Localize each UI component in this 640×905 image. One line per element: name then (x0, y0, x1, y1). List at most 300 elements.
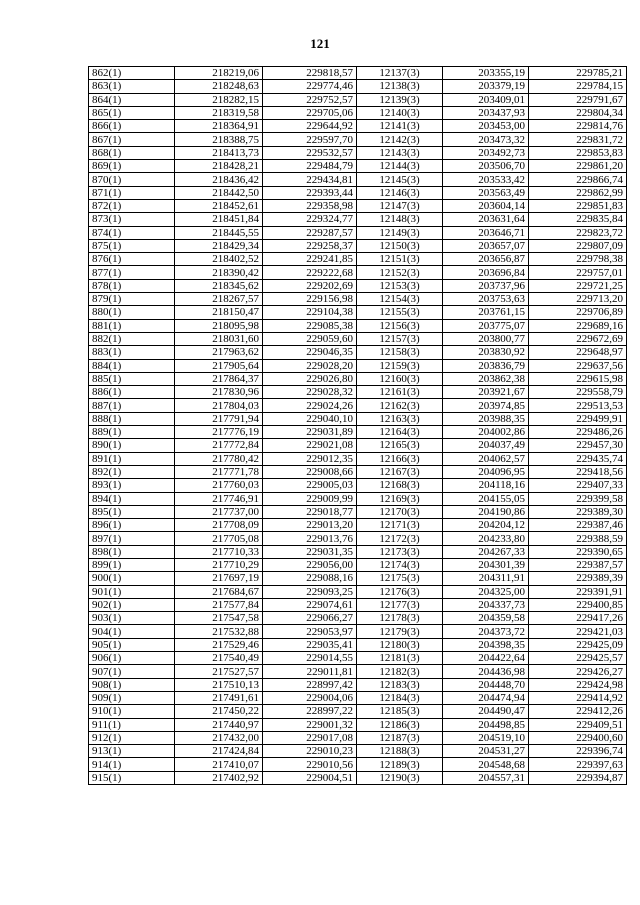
table-row (89, 239, 627, 252)
x-coord-2-cell: 204359,58 (443, 612, 529, 625)
table-row (89, 199, 627, 212)
y-coord-2-cell: 229417,26 (529, 612, 627, 625)
point-id-1-cell: 910(1) (89, 705, 175, 718)
y-coord-2-cell: 229400,85 (529, 598, 627, 611)
point-id-2-cell: 12182(3) (357, 665, 443, 678)
x-coord-2-cell: 204037,49 (443, 439, 529, 452)
x-coord-1-cell: 217710,29 (175, 558, 263, 571)
point-id-2-cell: 12141(3) (357, 120, 443, 133)
point-id-2-cell: 12163(3) (357, 412, 443, 425)
x-coord-1-cell: 217905,64 (175, 359, 263, 372)
table-row (89, 332, 627, 345)
point-id-2-cell: 12160(3) (357, 372, 443, 385)
point-id-2-cell: 12164(3) (357, 426, 443, 439)
point-id-1-cell: 912(1) (89, 731, 175, 744)
table-row (89, 213, 627, 226)
y-coord-2-cell: 229637,56 (529, 359, 627, 372)
x-coord-2-cell: 203862,38 (443, 372, 529, 385)
table-row (89, 465, 627, 478)
point-id-2-cell: 12175(3) (357, 572, 443, 585)
point-id-2-cell: 12173(3) (357, 545, 443, 558)
point-id-1-cell: 909(1) (89, 691, 175, 704)
x-coord-2-cell: 203355,19 (443, 67, 529, 80)
table-row (89, 678, 627, 691)
table-row (89, 652, 627, 665)
table-row (89, 160, 627, 173)
x-coord-2-cell: 204474,94 (443, 691, 529, 704)
x-coord-1-cell: 218388,75 (175, 133, 263, 146)
x-coord-1-cell: 217532,88 (175, 625, 263, 638)
x-coord-2-cell: 204190,86 (443, 505, 529, 518)
y-coord-1-cell: 229018,77 (263, 505, 357, 518)
x-coord-2-cell: 204325,00 (443, 585, 529, 598)
point-id-1-cell: 864(1) (89, 93, 175, 106)
y-coord-1-cell: 229012,35 (263, 452, 357, 465)
point-id-1-cell: 867(1) (89, 133, 175, 146)
y-coord-2-cell: 229861,20 (529, 160, 627, 173)
x-coord-1-cell: 218442,50 (175, 186, 263, 199)
table-row (89, 372, 627, 385)
table-row (89, 412, 627, 425)
y-coord-1-cell: 229013,20 (263, 519, 357, 532)
x-coord-1-cell: 217510,13 (175, 678, 263, 691)
table-row (89, 93, 627, 106)
y-coord-1-cell: 229358,98 (263, 199, 357, 212)
x-coord-2-cell: 203563,49 (443, 186, 529, 199)
y-coord-2-cell: 229648,97 (529, 346, 627, 359)
y-coord-2-cell: 229706,89 (529, 306, 627, 319)
point-id-2-cell: 12150(3) (357, 239, 443, 252)
table-row (89, 120, 627, 133)
x-coord-1-cell: 218248,63 (175, 80, 263, 93)
x-coord-1-cell: 217527,57 (175, 665, 263, 678)
x-coord-2-cell: 203437,93 (443, 106, 529, 119)
x-coord-2-cell: 203657,07 (443, 239, 529, 252)
point-id-1-cell: 897(1) (89, 532, 175, 545)
y-coord-2-cell: 229425,09 (529, 638, 627, 651)
point-id-1-cell: 894(1) (89, 492, 175, 505)
point-id-2-cell: 12168(3) (357, 479, 443, 492)
point-id-2-cell: 12155(3) (357, 306, 443, 319)
point-id-1-cell: 873(1) (89, 213, 175, 226)
point-id-2-cell: 12154(3) (357, 293, 443, 306)
x-coord-1-cell: 217547,58 (175, 612, 263, 625)
x-coord-2-cell: 204557,31 (443, 771, 529, 784)
y-coord-2-cell: 229672,69 (529, 332, 627, 345)
x-coord-2-cell: 204448,70 (443, 678, 529, 691)
x-coord-1-cell: 217402,92 (175, 771, 263, 784)
table-row (89, 771, 627, 784)
x-coord-2-cell: 204398,35 (443, 638, 529, 651)
x-coord-1-cell: 217424,84 (175, 745, 263, 758)
y-coord-2-cell: 229835,84 (529, 213, 627, 226)
table-row (89, 293, 627, 306)
y-coord-1-cell: 229644,92 (263, 120, 357, 133)
table-row (89, 545, 627, 558)
x-coord-1-cell: 217746,91 (175, 492, 263, 505)
point-id-1-cell: 879(1) (89, 293, 175, 306)
y-coord-2-cell: 229389,39 (529, 572, 627, 585)
point-id-1-cell: 887(1) (89, 399, 175, 412)
coordinates-table (88, 66, 627, 785)
x-coord-2-cell: 203473,32 (443, 133, 529, 146)
point-id-1-cell: 878(1) (89, 279, 175, 292)
y-coord-1-cell: 229088,16 (263, 572, 357, 585)
y-coord-2-cell: 229396,74 (529, 745, 627, 758)
x-coord-1-cell: 217432,00 (175, 731, 263, 744)
point-id-2-cell: 12146(3) (357, 186, 443, 199)
point-id-1-cell: 900(1) (89, 572, 175, 585)
point-id-2-cell: 12189(3) (357, 758, 443, 771)
x-coord-2-cell: 203830,92 (443, 346, 529, 359)
y-coord-1-cell: 229484,79 (263, 160, 357, 173)
y-coord-1-cell: 229104,38 (263, 306, 357, 319)
y-coord-1-cell: 229024,26 (263, 399, 357, 412)
point-id-2-cell: 12190(3) (357, 771, 443, 784)
table-row (89, 585, 627, 598)
table-row (89, 718, 627, 731)
x-coord-2-cell: 204373,72 (443, 625, 529, 638)
point-id-1-cell: 899(1) (89, 558, 175, 571)
x-coord-2-cell: 204204,12 (443, 519, 529, 532)
point-id-2-cell: 12157(3) (357, 332, 443, 345)
y-coord-1-cell: 229774,46 (263, 80, 357, 93)
point-id-1-cell: 885(1) (89, 372, 175, 385)
y-coord-1-cell: 229010,56 (263, 758, 357, 771)
x-coord-2-cell: 203836,79 (443, 359, 529, 372)
x-coord-2-cell: 204002,86 (443, 426, 529, 439)
point-id-1-cell: 896(1) (89, 519, 175, 532)
y-coord-1-cell: 229028,32 (263, 386, 357, 399)
point-id-1-cell: 880(1) (89, 306, 175, 319)
point-id-1-cell: 869(1) (89, 160, 175, 173)
table-row (89, 638, 627, 651)
table-row (89, 625, 627, 638)
y-coord-2-cell: 229757,01 (529, 266, 627, 279)
y-coord-2-cell: 229558,79 (529, 386, 627, 399)
table-row (89, 665, 627, 678)
x-coord-1-cell: 217804,03 (175, 399, 263, 412)
y-coord-1-cell: 229013,76 (263, 532, 357, 545)
point-id-2-cell: 12187(3) (357, 731, 443, 744)
y-coord-2-cell: 229399,58 (529, 492, 627, 505)
table-row (89, 306, 627, 319)
y-coord-2-cell: 229499,91 (529, 412, 627, 425)
point-id-1-cell: 907(1) (89, 665, 175, 678)
y-coord-2-cell: 229862,99 (529, 186, 627, 199)
point-id-2-cell: 12140(3) (357, 106, 443, 119)
x-coord-1-cell: 217864,37 (175, 372, 263, 385)
y-coord-2-cell: 229689,16 (529, 319, 627, 332)
point-id-1-cell: 868(1) (89, 146, 175, 159)
y-coord-1-cell: 229059,60 (263, 332, 357, 345)
y-coord-1-cell: 229705,06 (263, 106, 357, 119)
y-coord-2-cell: 229713,20 (529, 293, 627, 306)
point-id-2-cell: 12166(3) (357, 452, 443, 465)
point-id-2-cell: 12156(3) (357, 319, 443, 332)
point-id-2-cell: 12170(3) (357, 505, 443, 518)
point-id-2-cell: 12181(3) (357, 652, 443, 665)
y-coord-1-cell: 229035,41 (263, 638, 357, 651)
y-coord-2-cell: 229421,03 (529, 625, 627, 638)
x-coord-2-cell: 203775,07 (443, 319, 529, 332)
y-coord-2-cell: 229390,65 (529, 545, 627, 558)
x-coord-2-cell: 203646,71 (443, 226, 529, 239)
x-coord-1-cell: 218095,98 (175, 319, 263, 332)
table-row (89, 439, 627, 452)
y-coord-1-cell: 229056,00 (263, 558, 357, 571)
point-id-2-cell: 12176(3) (357, 585, 443, 598)
y-coord-2-cell: 229831,72 (529, 133, 627, 146)
x-coord-1-cell: 218452,61 (175, 199, 263, 212)
point-id-2-cell: 12171(3) (357, 519, 443, 532)
y-coord-1-cell: 229028,20 (263, 359, 357, 372)
x-coord-1-cell: 217737,00 (175, 505, 263, 518)
table-row (89, 505, 627, 518)
table-row (89, 572, 627, 585)
y-coord-2-cell: 229721,25 (529, 279, 627, 292)
x-coord-1-cell: 218364,91 (175, 120, 263, 133)
x-coord-2-cell: 203656,87 (443, 253, 529, 266)
y-coord-1-cell: 229001,32 (263, 718, 357, 731)
x-coord-2-cell: 204233,80 (443, 532, 529, 545)
table-row (89, 146, 627, 159)
point-id-1-cell: 863(1) (89, 80, 175, 93)
y-coord-2-cell: 229391,91 (529, 585, 627, 598)
y-coord-1-cell: 229393,44 (263, 186, 357, 199)
point-id-2-cell: 12179(3) (357, 625, 443, 638)
table-row (89, 731, 627, 744)
y-coord-1-cell: 229085,38 (263, 319, 357, 332)
x-coord-2-cell: 204096,95 (443, 465, 529, 478)
y-coord-2-cell: 229407,33 (529, 479, 627, 492)
point-id-1-cell: 908(1) (89, 678, 175, 691)
x-coord-1-cell: 218451,84 (175, 213, 263, 226)
point-id-1-cell: 875(1) (89, 239, 175, 252)
x-coord-2-cell: 204436,98 (443, 665, 529, 678)
x-coord-2-cell: 203604,14 (443, 199, 529, 212)
y-coord-2-cell: 229785,21 (529, 67, 627, 80)
point-id-1-cell: 906(1) (89, 652, 175, 665)
table-row (89, 479, 627, 492)
y-coord-2-cell: 229791,67 (529, 93, 627, 106)
y-coord-2-cell: 229387,46 (529, 519, 627, 532)
point-id-2-cell: 12185(3) (357, 705, 443, 718)
x-coord-1-cell: 218345,62 (175, 279, 263, 292)
y-coord-2-cell: 229814,76 (529, 120, 627, 133)
x-coord-1-cell: 218402,52 (175, 253, 263, 266)
y-coord-2-cell: 229394,87 (529, 771, 627, 784)
point-id-2-cell: 12138(3) (357, 80, 443, 93)
point-id-2-cell: 12139(3) (357, 93, 443, 106)
y-coord-1-cell: 229434,81 (263, 173, 357, 186)
x-coord-1-cell: 218428,21 (175, 160, 263, 173)
point-id-1-cell: 888(1) (89, 412, 175, 425)
x-coord-1-cell: 217771,78 (175, 465, 263, 478)
point-id-2-cell: 12137(3) (357, 67, 443, 80)
y-coord-1-cell: 229074,61 (263, 598, 357, 611)
point-id-2-cell: 12145(3) (357, 173, 443, 186)
point-id-2-cell: 12184(3) (357, 691, 443, 704)
y-coord-2-cell: 229853,83 (529, 146, 627, 159)
x-coord-1-cell: 217684,67 (175, 585, 263, 598)
y-coord-2-cell: 229513,53 (529, 399, 627, 412)
x-coord-2-cell: 203533,42 (443, 173, 529, 186)
point-id-1-cell: 911(1) (89, 718, 175, 731)
point-id-2-cell: 12183(3) (357, 678, 443, 691)
table-row (89, 279, 627, 292)
point-id-2-cell: 12162(3) (357, 399, 443, 412)
x-coord-1-cell: 217450,22 (175, 705, 263, 718)
table-row (89, 598, 627, 611)
point-id-1-cell: 898(1) (89, 545, 175, 558)
point-id-1-cell: 883(1) (89, 346, 175, 359)
y-coord-1-cell: 229026,80 (263, 372, 357, 385)
point-id-1-cell: 870(1) (89, 173, 175, 186)
point-id-1-cell: 889(1) (89, 426, 175, 439)
table-row (89, 558, 627, 571)
x-coord-1-cell: 218282,15 (175, 93, 263, 106)
y-coord-1-cell: 229008,66 (263, 465, 357, 478)
x-coord-2-cell: 203453,00 (443, 120, 529, 133)
point-id-2-cell: 12144(3) (357, 160, 443, 173)
point-id-1-cell: 891(1) (89, 452, 175, 465)
x-coord-2-cell: 203631,64 (443, 213, 529, 226)
point-id-1-cell: 884(1) (89, 359, 175, 372)
y-coord-2-cell: 229486,26 (529, 426, 627, 439)
y-coord-2-cell: 229389,30 (529, 505, 627, 518)
x-coord-2-cell: 203409,01 (443, 93, 529, 106)
x-coord-2-cell: 204062,57 (443, 452, 529, 465)
point-id-2-cell: 12158(3) (357, 346, 443, 359)
x-coord-2-cell: 204267,33 (443, 545, 529, 558)
x-coord-1-cell: 217577,84 (175, 598, 263, 611)
x-coord-2-cell: 204301,39 (443, 558, 529, 571)
y-coord-2-cell: 229387,57 (529, 558, 627, 571)
x-coord-1-cell: 218150,47 (175, 306, 263, 319)
y-coord-2-cell: 229784,15 (529, 80, 627, 93)
x-coord-2-cell: 203761,15 (443, 306, 529, 319)
y-coord-1-cell: 229202,69 (263, 279, 357, 292)
point-id-2-cell: 12180(3) (357, 638, 443, 651)
x-coord-1-cell: 217772,84 (175, 439, 263, 452)
y-coord-2-cell: 229409,51 (529, 718, 627, 731)
y-coord-1-cell: 229324,77 (263, 213, 357, 226)
table-row (89, 386, 627, 399)
y-coord-2-cell: 229866,74 (529, 173, 627, 186)
y-coord-1-cell: 229031,35 (263, 545, 357, 558)
y-coord-2-cell: 229414,92 (529, 691, 627, 704)
x-coord-2-cell: 204337,73 (443, 598, 529, 611)
x-coord-2-cell: 204490,47 (443, 705, 529, 718)
y-coord-1-cell: 229046,35 (263, 346, 357, 359)
table-row (89, 492, 627, 505)
table-row (89, 758, 627, 771)
y-coord-1-cell: 229005,03 (263, 479, 357, 492)
table-row (89, 106, 627, 119)
x-coord-1-cell: 218429,34 (175, 239, 263, 252)
point-id-1-cell: 905(1) (89, 638, 175, 651)
y-coord-2-cell: 229804,34 (529, 106, 627, 119)
x-coord-2-cell: 204548,68 (443, 758, 529, 771)
y-coord-2-cell: 229823,72 (529, 226, 627, 239)
point-id-1-cell: 893(1) (89, 479, 175, 492)
point-id-1-cell: 874(1) (89, 226, 175, 239)
x-coord-1-cell: 217705,08 (175, 532, 263, 545)
table-row (89, 452, 627, 465)
x-coord-1-cell: 218031,60 (175, 332, 263, 345)
point-id-1-cell: 882(1) (89, 332, 175, 345)
table-row (89, 426, 627, 439)
table-row (89, 186, 627, 199)
y-coord-2-cell: 229400,60 (529, 731, 627, 744)
point-id-1-cell: 901(1) (89, 585, 175, 598)
table-row (89, 253, 627, 266)
y-coord-2-cell: 229424,98 (529, 678, 627, 691)
x-coord-1-cell: 217760,03 (175, 479, 263, 492)
x-coord-1-cell: 217708,09 (175, 519, 263, 532)
x-coord-2-cell: 204422,64 (443, 652, 529, 665)
y-coord-1-cell: 228997,22 (263, 705, 357, 718)
point-id-2-cell: 12143(3) (357, 146, 443, 159)
x-coord-1-cell: 217780,42 (175, 452, 263, 465)
y-coord-1-cell: 228997,42 (263, 678, 357, 691)
point-id-1-cell: 865(1) (89, 106, 175, 119)
point-id-2-cell: 12186(3) (357, 718, 443, 731)
x-coord-2-cell: 203379,19 (443, 80, 529, 93)
x-coord-1-cell: 218413,73 (175, 146, 263, 159)
y-coord-1-cell: 229156,98 (263, 293, 357, 306)
x-coord-1-cell: 218319,58 (175, 106, 263, 119)
y-coord-1-cell: 229241,85 (263, 253, 357, 266)
y-coord-2-cell: 229851,83 (529, 199, 627, 212)
y-coord-1-cell: 229004,06 (263, 691, 357, 704)
point-id-2-cell: 12165(3) (357, 439, 443, 452)
y-coord-1-cell: 229009,99 (263, 492, 357, 505)
y-coord-1-cell: 229597,70 (263, 133, 357, 146)
point-id-2-cell: 12149(3) (357, 226, 443, 239)
point-id-2-cell: 12188(3) (357, 745, 443, 758)
x-coord-2-cell: 204118,16 (443, 479, 529, 492)
x-coord-2-cell: 204311,91 (443, 572, 529, 585)
table-row (89, 346, 627, 359)
table-row (89, 745, 627, 758)
x-coord-2-cell: 203974,85 (443, 399, 529, 412)
table-row (89, 266, 627, 279)
point-id-2-cell: 12177(3) (357, 598, 443, 611)
point-id-1-cell: 903(1) (89, 612, 175, 625)
table-row (89, 519, 627, 532)
x-coord-1-cell: 217963,62 (175, 346, 263, 359)
y-coord-1-cell: 229014,55 (263, 652, 357, 665)
point-id-1-cell: 871(1) (89, 186, 175, 199)
x-coord-1-cell: 217710,33 (175, 545, 263, 558)
y-coord-2-cell: 229425,57 (529, 652, 627, 665)
y-coord-2-cell: 229412,26 (529, 705, 627, 718)
table-row (89, 532, 627, 545)
point-id-1-cell: 895(1) (89, 505, 175, 518)
point-id-2-cell: 12178(3) (357, 612, 443, 625)
x-coord-2-cell: 203753,63 (443, 293, 529, 306)
y-coord-2-cell: 229435,74 (529, 452, 627, 465)
point-id-1-cell: 862(1) (89, 67, 175, 80)
y-coord-1-cell: 229066,27 (263, 612, 357, 625)
y-coord-1-cell: 229053,97 (263, 625, 357, 638)
point-id-1-cell: 886(1) (89, 386, 175, 399)
table-row (89, 319, 627, 332)
x-coord-1-cell: 218219,06 (175, 67, 263, 80)
x-coord-1-cell: 218267,57 (175, 293, 263, 306)
